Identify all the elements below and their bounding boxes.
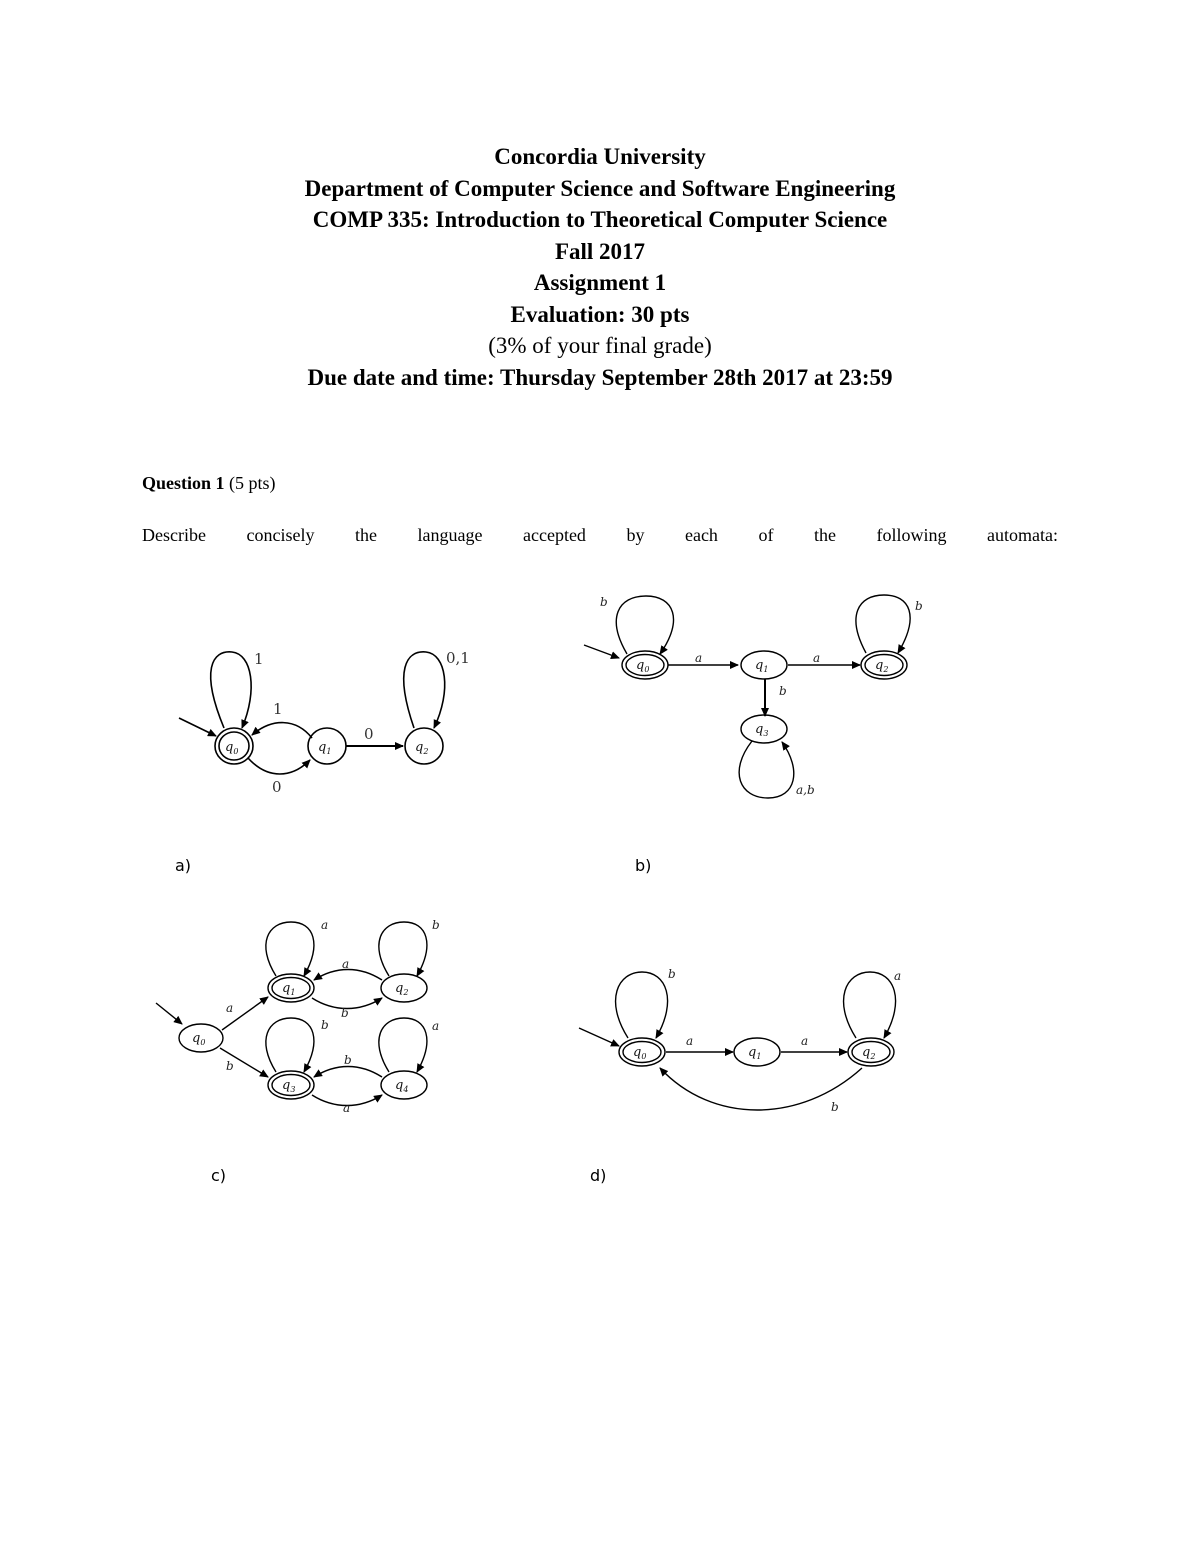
prompt-word: language <box>417 525 483 545</box>
automaton-c-q4-to-q3-edge <box>314 1067 382 1078</box>
prompt-word: the <box>354 525 377 545</box>
automaton-b-q0-to-q1-label: a <box>695 651 703 665</box>
prompt-word: accepted <box>522 525 586 545</box>
automaton-a-caption: a) <box>175 856 192 875</box>
department-name: Department of Computer Science and Software Engineering <box>304 175 896 201</box>
automaton-a-q2-loop-label: 0,1 <box>446 649 470 667</box>
automaton-b-q1-to-q3-label: b <box>779 684 787 698</box>
automaton-a-q1-to-q2-label: 0 <box>364 725 374 743</box>
automaton-c-q1-to-q2-label: b <box>341 1006 349 1020</box>
automaton-d-q1-to-q2-label: a <box>801 1034 809 1048</box>
automaton-c-q1-loop-label: a <box>321 918 329 932</box>
automaton-c-q3-to-q4-label: a <box>343 1101 351 1115</box>
automaton-c <box>156 922 427 1106</box>
prompt-word: automata: <box>987 525 1058 545</box>
automaton-c-q3-name: $q_3$ <box>282 1078 296 1094</box>
automaton-d-q2-loop-label: a <box>894 969 902 983</box>
automaton-b-q3-name: $q_3$ <box>755 722 769 738</box>
automaton-b-q0-loop <box>616 596 673 654</box>
automaton-c-q2-loop <box>379 922 427 976</box>
due-date: Due date and time: Thursday September 28th 2017 at 23:59 <box>307 364 893 390</box>
automaton-d-labels <box>633 967 901 1114</box>
automaton-b-q2-loop-label: b <box>915 599 923 613</box>
automaton-c-q2-loop-label: b <box>432 918 440 932</box>
university-name: Concordia University <box>494 144 706 169</box>
automaton-d-q0-to-q1-label: a <box>686 1034 694 1048</box>
automaton-d <box>579 972 896 1110</box>
automaton-c-caption: c) <box>211 1166 227 1185</box>
automaton-b-q2-name: $q_2$ <box>875 658 889 674</box>
automaton-b-q3-loop <box>739 741 794 798</box>
automaton-d-q2-name: $q_2$ <box>862 1045 876 1061</box>
automaton-c-q4-loop <box>379 1018 427 1072</box>
automaton-c-q2-name: $q_2$ <box>395 981 409 997</box>
automaton-b-q1-to-q2-label: a <box>813 651 821 665</box>
automaton-c-q4-loop-label: a <box>432 1019 440 1033</box>
automaton-b-q0-name: $q_0$ <box>636 658 650 674</box>
automaton-c-q0-to-q3-label: b <box>226 1059 234 1073</box>
prompt-word: each <box>684 525 718 545</box>
automaton-a-q0-to-q1-label: 0 <box>272 778 282 796</box>
prompt-word: of <box>758 525 774 545</box>
automaton-c-labels <box>192 918 440 1115</box>
automaton-c-q0-name: $q_0$ <box>192 1031 206 1047</box>
automaton-a-q1-to-q0-label: 1 <box>273 700 283 718</box>
automaton-d-q2-loop <box>844 972 896 1038</box>
automaton-d-q0-loop-label: b <box>668 967 676 981</box>
automaton-d-start-arrow <box>579 1028 619 1046</box>
automaton-a-q1-name: $q_1$ <box>318 740 332 756</box>
automaton-a-q0-to-q1-edge <box>248 758 310 774</box>
prompt-word: by <box>626 525 645 545</box>
automaton-a <box>179 652 445 774</box>
prompt-word: concisely <box>246 525 315 545</box>
grade-weight: (3% of your final grade) <box>488 333 712 358</box>
term: Fall 2017 <box>554 238 646 264</box>
evaluation-points: Evaluation: 30 pts <box>510 301 690 327</box>
automaton-c-q3-loop-label: b <box>321 1018 329 1032</box>
question-1-points: (5 pts) <box>229 473 276 493</box>
automaton-a-state-q0-outer <box>215 728 253 764</box>
automaton-b-start-arrow <box>584 645 619 658</box>
automaton-b <box>584 595 910 798</box>
automaton-c-q4-name: $q_4$ <box>395 1078 409 1094</box>
automaton-c-start-arrow <box>156 1003 182 1024</box>
automaton-a-q0-loop-label: 1 <box>254 650 264 668</box>
automaton-c-q1-name: $q_1$ <box>282 981 296 997</box>
automaton-b-q2-loop <box>856 595 910 653</box>
automaton-b-q1-name: $q_1$ <box>755 658 769 674</box>
automaton-d-q1-name: $q_1$ <box>748 1045 762 1061</box>
automaton-a-labels <box>225 649 470 796</box>
automaton-c-q2-to-q1-edge <box>314 970 382 981</box>
automaton-c-q0-to-q1-label: a <box>226 1001 234 1015</box>
automaton-d-q2-to-q0-label: b <box>831 1100 839 1114</box>
prompt-word: the <box>813 525 836 545</box>
prompt-word: Describe <box>142 525 206 545</box>
automaton-b-caption: b) <box>635 856 652 875</box>
automaton-a-q2-name: $q_2$ <box>415 740 429 756</box>
automaton-c-q1-loop <box>266 922 314 976</box>
automaton-a-q0-name: $q_0$ <box>225 740 239 756</box>
automaton-b-q0-loop-label: b <box>600 595 608 609</box>
automaton-c-q4-to-q3-label: b <box>344 1053 352 1067</box>
automaton-a-start-arrow <box>179 718 216 736</box>
automaton-a-state-q1 <box>308 728 346 764</box>
question-1-title: Question 1 <box>142 473 225 493</box>
automaton-a-q0-loop <box>211 652 251 728</box>
assignment-title: Assignment 1 <box>533 270 667 295</box>
course-title: COMP 335: Introduction to Theoretical Computer Science <box>312 207 888 232</box>
automaton-c-q3-loop <box>266 1018 314 1072</box>
automaton-a-q1-to-q0-edge <box>252 723 312 738</box>
automaton-b-labels <box>600 595 923 797</box>
automaton-d-q0-loop <box>616 972 668 1038</box>
automaton-d-q0-name: $q_0$ <box>633 1045 647 1061</box>
prompt-word: following <box>876 525 947 545</box>
automaton-a-q2-loop <box>404 652 445 728</box>
automaton-b-q3-loop-label: a,b <box>796 783 815 797</box>
automaton-d-caption: d) <box>590 1166 607 1185</box>
automaton-a-state-q2 <box>405 728 443 764</box>
automaton-c-q2-to-q1-label: a <box>342 957 350 971</box>
